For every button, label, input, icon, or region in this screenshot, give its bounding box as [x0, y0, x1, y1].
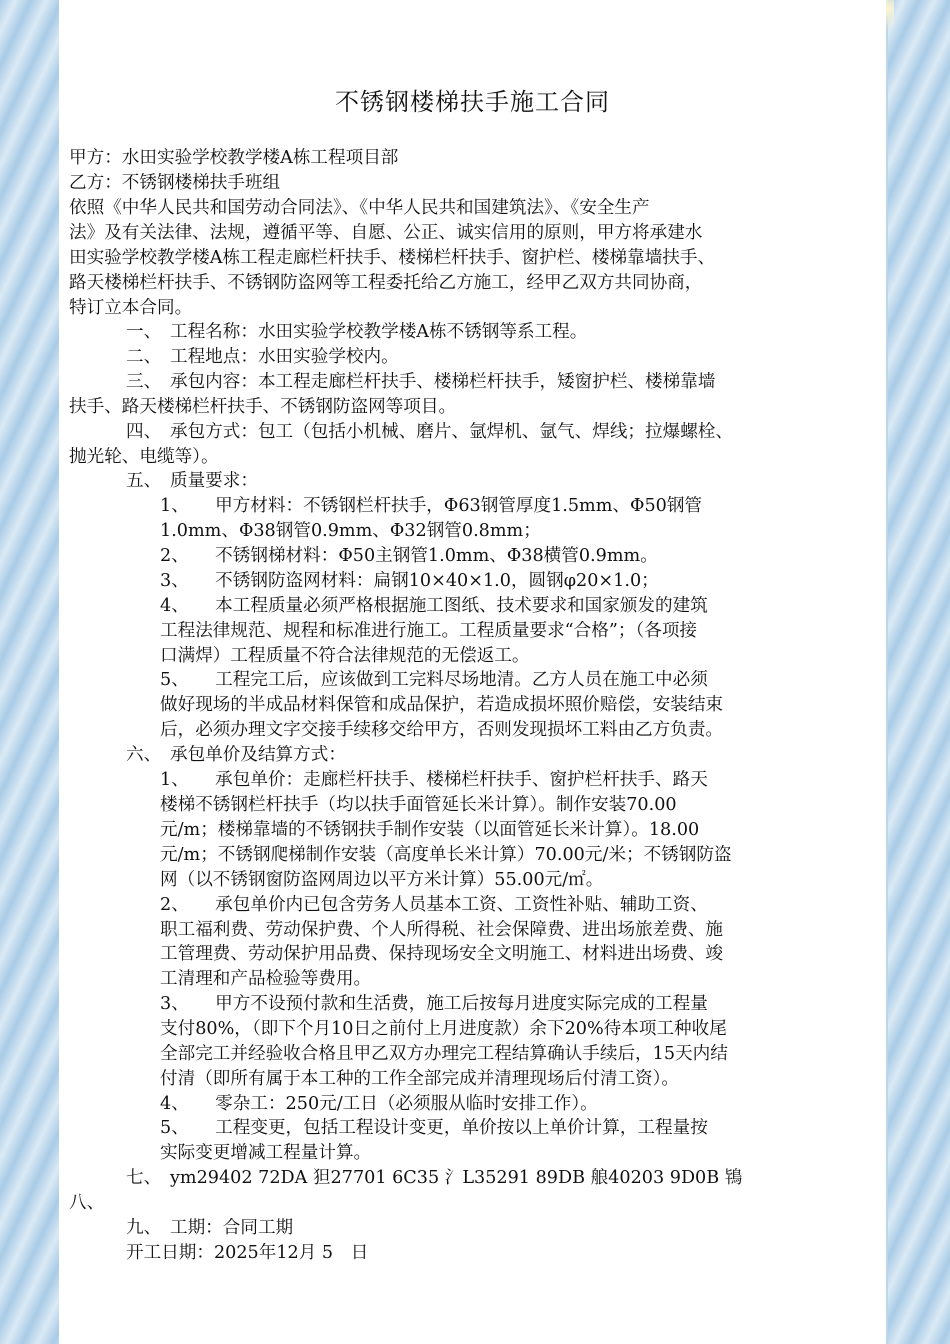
pricing-item-3-cont: 全部完工并经验收合格且甲乙双方办理完工程结算确认手续后，15天内结 — [160, 1044, 728, 1064]
preamble-line: 法》及有关法律、法规，遵循平等、自愿、公正、诚实信用的原则，甲方将承建水 — [69, 223, 703, 243]
preamble-line: 依照《中华人民共和国劳动合同法》、《中华人民共和国建筑法》、《安全生产 — [69, 198, 650, 218]
section-5-quality: 五、 质量要求： — [126, 471, 258, 491]
quality-item-1: 1、 甲方材料：不锈钢栏杆扶手，Φ63钢管厚度1.5mm、Φ50钢管 — [160, 496, 703, 516]
quality-item-4-cont: 口满焊）工程质量不符合法律规范的无偿返工。 — [160, 646, 530, 666]
quality-item-1-cont: 1.0mm、Φ38钢管0.9mm、Φ32钢管0.8mm； — [160, 521, 541, 541]
background-left-decoration — [0, 0, 62, 1344]
section-7-garbled: 七、 ym29402 72DA 狚27701 6C35 氵L35291 89DB 艆40203 9D0B 鴇 — [126, 1168, 743, 1188]
pricing-item-1-cont: 元/m；楼梯靠墙的不锈钢扶手制作安装（以面管延长米计算）。18.00 — [160, 820, 700, 840]
pricing-item-3: 3、 甲方不设预付款和生活费，施工后按每月进度实际完成的工程量 — [160, 994, 708, 1014]
quality-item-4: 4、 本工程质量必须严格根据施工图纸、技术要求和国家颁发的建筑 — [160, 596, 708, 616]
document-page — [59, 0, 886, 1344]
pricing-item-5: 5、 工程变更，包括工程设计变更，单价按以上单价计算，工程量按 — [160, 1118, 708, 1138]
start-date-line: 开工日期：2025年12月 5 日 — [126, 1243, 369, 1263]
section-3-scope-cont: 扶手、路天楼梯栏杆扶手、不锈钢防盗网等项目。 — [69, 397, 457, 417]
pricing-item-2: 2、 承包单价内已包含劳务人员基本工资、工资性补贴、辅助工资、 — [160, 895, 708, 915]
party-b-line: 乙方：不锈钢楼梯扶手班组 — [69, 173, 281, 193]
quality-item-3: 3、 不锈钢防盗网材料：扁钢10×40×1.0，圆钢φ20×1.0； — [160, 571, 659, 591]
section-1-project-name: 一、 工程名称：水田实验学校教学楼A栋不锈钢等系工程。 — [126, 322, 588, 342]
pricing-item-1-cont: 网（以不锈钢窗防盗网周边以平方米计算）55.00元/㎡。 — [160, 870, 604, 890]
pricing-item-2-cont: 工管理费、劳动保护用品费、保持现场安全文明施工、材料进出场费、竣 — [160, 944, 724, 964]
section-9-duration: 九、 工期：合同工期 — [126, 1218, 294, 1238]
section-4-contract-mode: 四、 承包方式：包工（包括小机械、磨片、氩焊机、氩气、焊线；拉爆螺栓、 — [126, 422, 733, 442]
section-3-scope: 三、 承包内容：本工程走廊栏杆扶手、楼梯栏杆扶手，矮窗护栏、楼梯靠墙 — [126, 372, 716, 392]
preamble-line: 田实验学校教学楼A栋工程走廊栏杆扶手、楼梯栏杆扶手、窗护栏、楼梯靠墙扶手、 — [69, 248, 716, 268]
document-title: 不锈钢楼梯扶手施工合同 — [335, 88, 610, 116]
quality-item-5-cont: 做好现场的半成品材料保管和成品保护，若造成损坏照价赔偿，安装结束 — [160, 695, 724, 715]
section-8: 八、 — [69, 1193, 105, 1213]
pricing-item-1: 1、 承包单价：走廊栏杆扶手、楼梯栏杆扶手、窗护栏杆扶手、路天 — [160, 770, 708, 790]
pricing-item-1-cont: 楼梯不锈钢栏杆扶手（均以扶手面管延长米计算）。制作安装70.00 — [160, 795, 677, 815]
section-4-contract-mode-cont: 抛光轮、电缆等）。 — [69, 447, 219, 467]
party-a-line: 甲方：水田实验学校教学楼A栋工程项目部 — [69, 148, 399, 168]
section-2-project-location: 二、 工程地点：水田实验学校内。 — [126, 347, 399, 367]
preamble-line: 特订立本合同。 — [69, 298, 193, 318]
quality-item-5-cont: 后，必须办理文字交接手续移交给甲方，否则发现损坏工料由乙方负责。 — [160, 720, 724, 740]
background-right-decoration — [888, 0, 950, 1344]
pricing-item-3-cont: 支付80%，（即下个月10日之前付上月进度款）余下20%待本项工种收尾 — [160, 1019, 727, 1039]
preamble-line: 路天楼梯栏杆扶手、不锈钢防盗网等工程委托给乙方施工，经甲乙双方共同协商， — [69, 273, 703, 293]
pricing-item-2-cont: 工清理和产品检验等费用。 — [160, 969, 372, 989]
pricing-item-1-cont: 元/m；不锈钢爬梯制作安装（高度单长米计算）70.00元/米；不锈钢防盗 — [160, 845, 732, 865]
pricing-item-2-cont: 职工福利费、劳动保护费、个人所得税、社会保障费、进出场旅差费、施 — [160, 920, 724, 940]
pricing-item-3-cont: 付清（即所有属于本工种的工作全部完成并清理现场后付清工资）。 — [160, 1069, 680, 1089]
section-6-pricing: 六、 承包单价及结算方式： — [126, 745, 346, 765]
quality-item-2: 2、 不锈钢梯材料：Φ50主钢管1.0mm、Φ38横管0.9mm。 — [160, 546, 658, 566]
pricing-item-5-cont: 实际变更增减工程量计算。 — [160, 1143, 372, 1163]
pricing-item-4: 4、 零杂工：250元/工日（必须服从临时安排工作）。 — [160, 1094, 598, 1114]
quality-item-4-cont: 工程法律规范、规程和标准进行施工。工程质量要求“合格”；（各项接 — [160, 621, 698, 641]
quality-item-5: 5、 工程完工后，应该做到工完料尽场地清。乙方人员在施工中必须 — [160, 670, 708, 690]
